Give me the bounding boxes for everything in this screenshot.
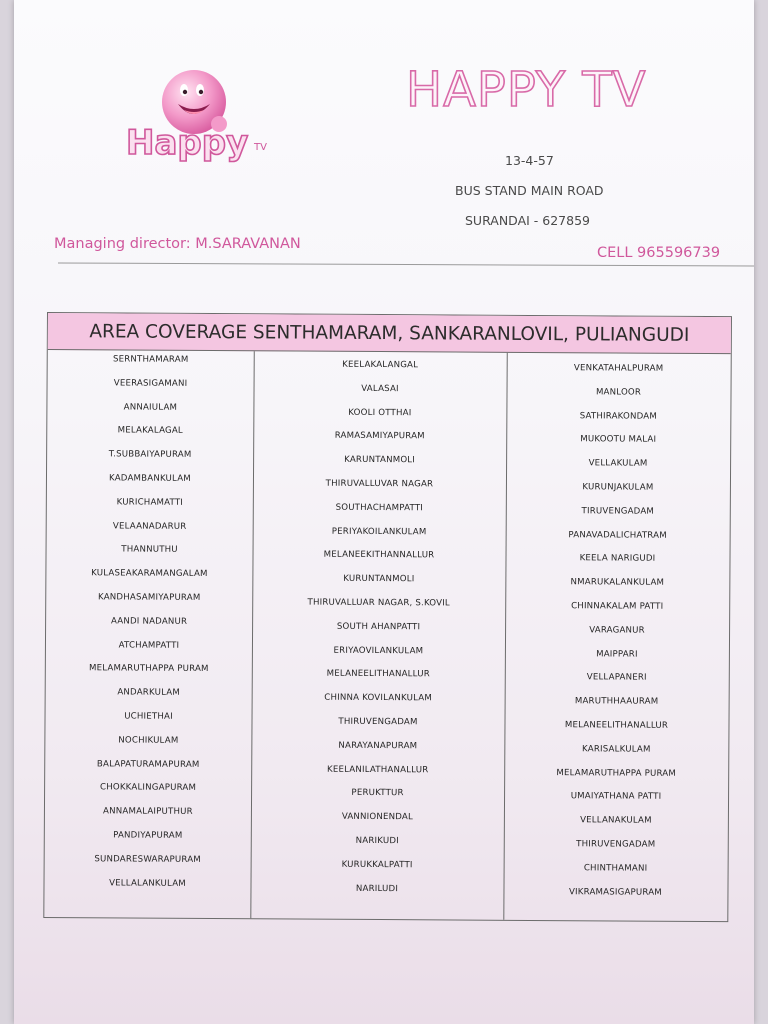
area-cell: KADAMBANKULAM	[109, 473, 191, 484]
area-cell: CHINNAKALAM PATTI	[571, 601, 664, 612]
area-cell: SERNTHAMARAM	[112, 354, 189, 365]
area-cell: UCHIETHAI	[124, 711, 173, 722]
area-cell: MELANEELITHANALLUR	[564, 720, 669, 731]
area-cell: SATHIRAKONDAM	[579, 410, 658, 422]
area-cell: KEELANILATHANALLUR	[326, 764, 429, 775]
area-cell: VALASAI	[361, 383, 399, 394]
area-cell: KARUNTANMOLI	[344, 455, 416, 466]
area-cell: THANNUTHU	[121, 544, 178, 556]
area-cell: MUKOOTU MALAI	[580, 434, 657, 446]
area-cell: BALAPATURAMAPURAM	[96, 758, 200, 770]
area-cell: KURICHAMATTI	[116, 497, 184, 508]
area-cell: VEERASIGAMANI	[113, 378, 188, 389]
cell-number: CELL 965596739	[597, 245, 721, 261]
area-cell: PANAVADALICHATRAM	[568, 529, 667, 541]
area-cell: KEELAKALANGAL	[342, 359, 419, 371]
area-cell: NARIKUDI	[355, 835, 399, 847]
area-cell: MELANEEKITHANNALLUR	[323, 550, 435, 561]
area-cell: VELLANAKULAM	[580, 815, 652, 826]
area-cell: VIKRAMASIGAPURAM	[568, 886, 662, 898]
area-cell: THIRUVENGADAM	[576, 839, 656, 850]
area-cell: THIRUVALLUAR NAGAR, S.KOVIL	[307, 597, 450, 609]
area-cell: SUNDARESWARAPURAM	[94, 854, 201, 865]
area-cell: KURUNTANMOLI	[343, 574, 415, 585]
area-column-1	[44, 350, 254, 918]
area-cell: THIRUVENGADAM	[338, 716, 418, 728]
area-cell: ATCHAMPATTI	[118, 640, 180, 651]
area-cell: VELLAKULAM	[588, 458, 648, 469]
area-cell: VELAANADARUR	[112, 521, 187, 532]
area-cell: RAMASAMIYAPURAM	[334, 431, 425, 442]
area-cell: AANDI NADANUR	[110, 616, 188, 627]
area-cell: PERIYAKOILANKULAM	[331, 526, 427, 537]
happy-logo	[114, 62, 279, 172]
area-cell: VELLALANKULAM	[109, 877, 186, 889]
area-cell: KANDHASAMIYAPURAM	[97, 592, 201, 603]
area-cell: VELLAPANERI	[586, 672, 647, 684]
area-cell: ERIYAOVILANKULAM	[333, 645, 424, 656]
area-cell: ANNAIULAM	[123, 402, 178, 413]
area-cell: KOOLI OTTHAI	[348, 407, 412, 418]
area-cell: MAIPPARI	[596, 648, 638, 660]
area-cell: PANDIYAPURAM	[113, 830, 183, 841]
area-coverage-table	[43, 312, 732, 922]
area-cell: KARISALKULAM	[582, 744, 651, 755]
area-cell: NOCHIKULAM	[118, 735, 179, 746]
area-cell: SOUTH AHANPATTI	[336, 621, 421, 633]
area-cell: KURUNJAKULAM	[582, 482, 654, 493]
area-cell: CHOKKALINGAPURAM	[100, 782, 197, 794]
area-cell: ANNAMALAIPUTHUR	[103, 806, 193, 818]
area-cell: THIRUVALLUVAR NAGAR	[325, 478, 434, 490]
area-cell: ANDARKULAM	[117, 687, 181, 699]
area-cell: NMARUKALANKULAM	[570, 577, 665, 588]
area-cell: TIRUVENGADAM	[581, 506, 655, 517]
address-line-3: SURANDAI - 627859	[465, 213, 590, 228]
area-cell: T.SUBBAIYAPURAM	[108, 449, 192, 461]
area-column-3	[503, 353, 730, 921]
area-cell: MARUTHHAAURAM	[574, 696, 659, 707]
area-cell: CHINNA KOVILANKULAM	[324, 692, 433, 704]
company-title: HAPPY TV	[406, 62, 647, 118]
svg-text:Happy: Happy	[126, 123, 249, 163]
address-line-2: BUS STAND MAIN ROAD	[455, 183, 604, 198]
area-cell: KEELA NARIGUDI	[579, 553, 656, 565]
area-cell: MELAMARUTHAPPA PURAM	[556, 767, 677, 779]
table-heading: AREA COVERAGE SENTHAMARAM, SANKARANLOVIL, PULIANGUDI	[48, 313, 731, 354]
area-cell: PERUKTTUR	[351, 788, 404, 799]
area-cell: KURUKKALPATTI	[341, 859, 413, 871]
area-cell: VANNIONENDAL	[341, 811, 414, 823]
managing-director: Managing director: M.SARAVANAN	[54, 236, 301, 252]
area-cell: VENKATAHALPURAM	[573, 363, 664, 374]
area-cell: MANLOOR	[595, 387, 642, 398]
area-column-2	[250, 351, 507, 920]
address-line-1: 13-4-57	[505, 153, 554, 168]
area-cell: MELAKALAGAL	[117, 425, 183, 437]
area-cell: UMAIYATHANA PATTI	[570, 791, 662, 803]
area-cell: MELANEELITHANALLUR	[326, 669, 430, 680]
letterhead-page	[14, 0, 754, 1024]
svg-text:TV: TV	[254, 142, 267, 153]
header-divider	[58, 262, 754, 266]
area-cell: NARILUDI	[355, 883, 399, 894]
area-cell: KULASEAKARAMANGALAM	[91, 568, 208, 580]
area-cell: NARAYANAPURAM	[338, 740, 418, 752]
area-cell: VARAGANUR	[589, 625, 645, 636]
area-cell: SOUTHACHAMPATTI	[335, 502, 424, 514]
area-cell: MELAMARUTHAPPA PURAM	[88, 663, 209, 675]
area-cell: CHINTHAMANI	[583, 863, 648, 874]
